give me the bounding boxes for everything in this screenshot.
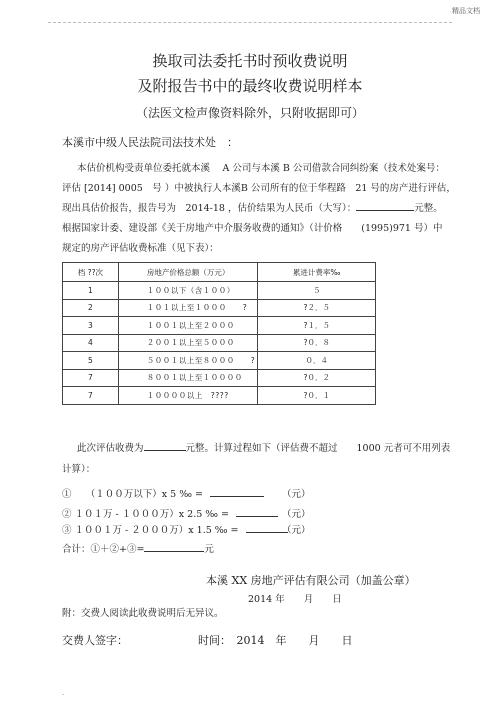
addressee: 本溪市中级人民法院司法技术处 ： bbox=[62, 136, 238, 149]
table-row bbox=[63, 317, 376, 335]
table-row bbox=[63, 282, 376, 300]
footer-mark: . bbox=[62, 690, 64, 697]
body-line-3-suffix: 元整。 bbox=[414, 203, 443, 214]
table-cell-tier: 4 bbox=[63, 334, 119, 352]
table-cell-range: １０１以上至１０００ ? bbox=[118, 299, 258, 317]
table-cell-rate: ?０．１ bbox=[258, 387, 376, 405]
body-line-3 bbox=[62, 200, 443, 214]
table-cell-rate: ０．４ bbox=[258, 352, 376, 370]
calc-row-3 bbox=[62, 522, 288, 536]
table-cell-range: ５００１以上至８０００ ? bbox=[118, 352, 258, 370]
table-cell-tier: 7 bbox=[63, 387, 119, 405]
calc-label: ③ １００１万 - ２０００万）x 1.5 ‰ = bbox=[62, 525, 239, 536]
calc-label: ① （１００万以下）x 5 ‰ = bbox=[62, 489, 203, 500]
document-subtitle-note: （法医文检声像资料除外，只附收据即可） bbox=[135, 106, 364, 120]
calc-value-blank[interactable] bbox=[236, 516, 278, 517]
table-row bbox=[63, 299, 376, 317]
table-cell-range: １００００以上 ???? bbox=[118, 387, 258, 405]
table-header-tier: 档 ??次 bbox=[63, 263, 119, 282]
valuation-amount-blank[interactable] bbox=[356, 210, 414, 211]
fee-line-1-suffix: 元整。计算过程如下（评估费不超过 1000 元者可不用列表 bbox=[185, 443, 451, 454]
total-label: 合计：①＋②+③= bbox=[62, 544, 145, 555]
calc-value-blank[interactable] bbox=[210, 496, 264, 497]
table-cell-rate: ?０．２ bbox=[258, 369, 376, 387]
payer-signature-label: 交费人签字： bbox=[62, 634, 128, 647]
table-header-rate: 累进计费率‰ bbox=[258, 263, 376, 282]
watermark-label: 精品文档 bbox=[452, 7, 480, 15]
table-cell-rate: ?２．５ bbox=[258, 299, 376, 317]
table-cell-rate: ?１．５ bbox=[258, 317, 376, 335]
signature-date: 2014 年 月 日 bbox=[248, 594, 342, 605]
table-cell-range: ８００１以上至１００００ bbox=[118, 369, 258, 387]
fee-amount-blank[interactable] bbox=[144, 450, 186, 451]
table-cell-tier: 7 bbox=[63, 369, 119, 387]
table-row bbox=[63, 352, 376, 370]
total-unit: 元 bbox=[204, 544, 214, 555]
table-row bbox=[63, 387, 376, 405]
table-row bbox=[63, 369, 376, 387]
fee-line-2: 计算）： bbox=[62, 464, 96, 475]
calc-unit: （元） bbox=[282, 489, 311, 500]
table-cell-rate: ５ bbox=[258, 282, 376, 300]
table-cell-tier: 5 bbox=[63, 352, 119, 370]
calc-row-1 bbox=[62, 486, 264, 500]
table-cell-tier: 3 bbox=[63, 317, 119, 335]
calc-unit: （元） bbox=[282, 525, 311, 536]
body-line-1: 本估价机构受责单位委托就本溪 A 公司与本溪 B 公司借款合同纠纷案（技术处案号： bbox=[77, 163, 445, 174]
document-title-line1: 换取司法委托书时预收费说明 bbox=[152, 52, 348, 70]
table-cell-range: ２００１以上至５０００ bbox=[118, 334, 258, 352]
total-row bbox=[62, 541, 214, 555]
table-cell-range: １００以下（含１００） bbox=[118, 282, 258, 300]
fee-standard-table bbox=[62, 262, 376, 405]
body-line-4: 根据国家计委、建设部《关于房地产中介服务收费的通知》（计价格 (1995)971 号）中 bbox=[62, 223, 443, 234]
appendix-note: 附：交费人阅读此收费说明后无异议。 bbox=[62, 608, 224, 619]
body-line-5: 规定的房产评估收费标准（见下表）： bbox=[62, 243, 219, 254]
calc-row-2 bbox=[62, 506, 278, 520]
payer-date: 时间： 2014 年 月 日 bbox=[198, 634, 353, 647]
company-signature: 本溪 XX 房地产评估有限公司（加盖公章） bbox=[206, 574, 416, 587]
table-cell-tier: 2 bbox=[63, 299, 119, 317]
fee-line-1-prefix: 此次评估收费为 bbox=[77, 443, 144, 454]
table-cell-rate: ?０．８ bbox=[258, 334, 376, 352]
document-title-line2: 及附报告书中的最终收费说明样本 bbox=[137, 77, 363, 95]
calc-unit: （元） bbox=[282, 509, 311, 520]
header-divider bbox=[48, 22, 452, 23]
table-cell-tier: 1 bbox=[63, 282, 119, 300]
table-cell-range: １００１以上至２０００ bbox=[118, 317, 258, 335]
total-value-blank[interactable] bbox=[144, 551, 204, 552]
table-header-range: 房地产价格总额（万元） bbox=[118, 263, 258, 282]
body-line-2: 评估 [2014] 0005 号 ）中被执行人本溪B 公司所有的位于华程路 21 号的房产进行评估， bbox=[62, 183, 456, 194]
fee-line-1 bbox=[77, 440, 450, 454]
table-row bbox=[63, 334, 376, 352]
calc-label: ② １０１万 - １０００万）x 2.5 ‰ = bbox=[62, 509, 230, 520]
body-line-3-text: 现出具估价报告，报告号为 2014-18 ，估价结果为人民币（大写）： bbox=[62, 203, 357, 214]
table-header-row bbox=[63, 263, 376, 282]
